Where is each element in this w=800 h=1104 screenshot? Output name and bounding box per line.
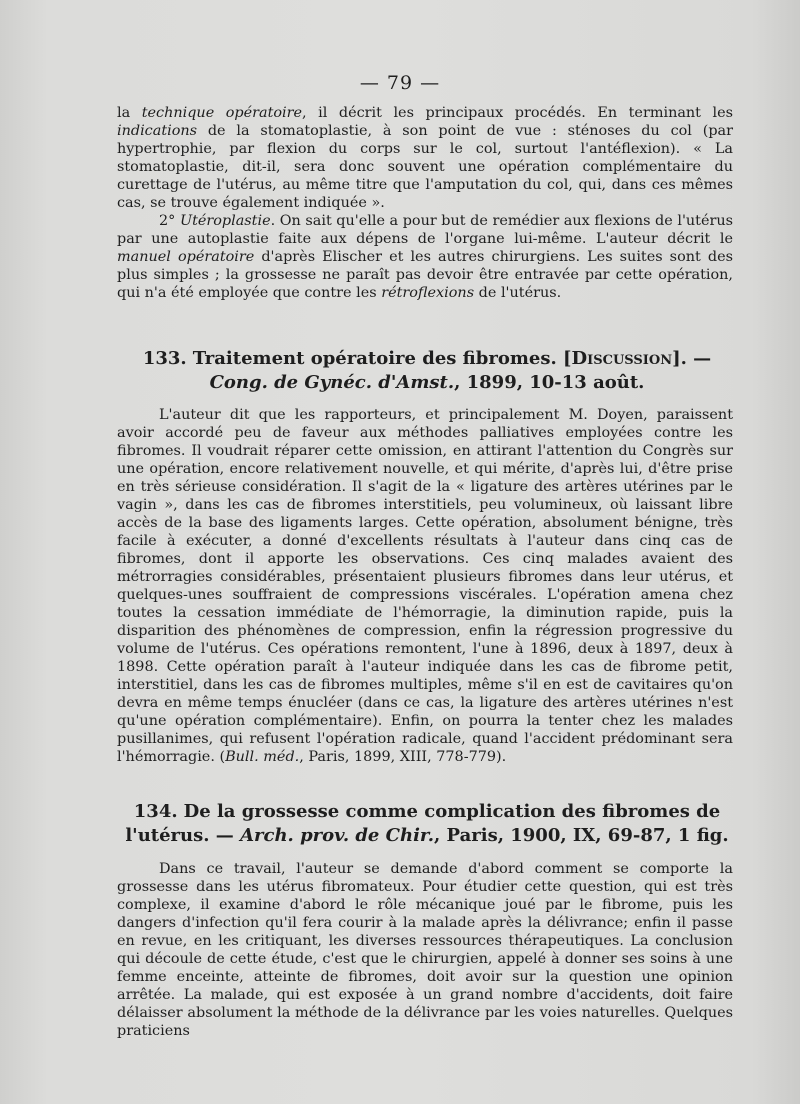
intro-p2-text-b: . On sait qu'elle a pour but de remédier aux flexions de l'utérus par une autoplastie faite aux dépens de l'organe lui-même. L'auteur décrit le: [117, 213, 734, 247]
article-134-body: [117, 860, 733, 1040]
article-133-citation: Bull. méd.: [225, 749, 300, 765]
intro-p1-text-c: de la stomatoplastie, à son point de vue : sténoses du col (par hypertrophie, par flexion du corps sur le col, surtout l'antéflexion). « La stomatoplastie, dit-il, sera donc souvent une opération complémentaire du curettage de l'utérus, au même titre que l'amputation du col, qui, dans ces mêmes cas, se trouve également indiquée ».: [117, 123, 733, 211]
intro-p2-text-a: 2°: [159, 213, 180, 229]
article-134-source-details: , Paris, 1900, IX, 69-87, 1 fig.: [434, 825, 729, 846]
intro-p2-emphasis-1: Utéroplastie: [179, 213, 271, 229]
article-133-source: Cong. de Gynéc. d'Amst.: [209, 372, 455, 393]
intro-p1-text-a: la: [117, 105, 142, 121]
intro-p1-emphasis-1: technique opératoire: [141, 105, 303, 121]
article-134-title: De la grossesse comme complication des fibromes de l'utérus. —: [125, 801, 721, 846]
intro-p2-text-c: d'après Elischer et les autres chirurgiens. Les suites sont des plus simples ; la grossesse ne paraît pas devoir être entravée par cette opération, qui n'a été employée que contre les: [117, 249, 733, 301]
article-133-number: 133.: [142, 348, 187, 369]
article-134-number: 134.: [133, 801, 178, 822]
article-133-text-a: L'auteur dit que les rapporteurs, et principalement M. Doyen, paraissent avoir accordé peu de faveur aux méthodes palliatives employées contre les fibromes. Il voudrait réparer cette omission, en attirant l'attention du Congrès sur une opération, encore relativement nouvelle, et qui mérite, d'après lui, d'être prise en très sérieuse considération. Il s'agit de la « ligature des artères utérines par le vagin », dans les cas de fibromes interstitiels, peu volumineux, où laissant libre accès de la base des ligaments larges. Cette opération, absolument bénigne, très facile à exécuter, a donné d'excellents résultats à l'auteur dans cinq cas de fibromes, dont il apporte les observations. Ces cinq malades avaient des métrorragies considérables, présentaient plusieurs fibromes dans leur utérus, et quelques-unes souffraient de compressions viscérales. L'opération amena chez toutes la cessation immédiate de l'hémorragie, la diminution rapide, puis la disparition des phénomènes de compression, enfin la régression progressive du volume de l'utérus. Ces opérations remontent, l'une à 1896, deux à 1897, deux à 1898. Cette opération paraît à l'auteur indiquée dans les cas de fibrome petit, interstitiel, dans les cas de fibromes multiples, même s'il en est de cavitaires qu'on devra en même temps énucléer (dans ce cas, la ligature des artères utérines n'est qu'une opération complémentaire). Enfin, on pourra la tenter chez les malades pusillanimes, qui refusent l'opération radicale, quand l'accident prédominant sera l'hémorragie. (: [117, 407, 733, 765]
article-134-source: Arch. prov. de Chir.: [240, 825, 435, 846]
article-133-title-end: ]. —: [672, 348, 712, 369]
article-133-paragraph: [117, 406, 733, 766]
page-number: — 79 —: [359, 72, 441, 94]
article-133-source-details: , 1899, 10-13 août.: [454, 372, 645, 393]
article-133-title: Traitement opératoire des fibromes. [: [192, 348, 572, 369]
intro-paragraph-2: [117, 212, 733, 302]
intro-block: [117, 104, 733, 302]
intro-p1-text-b: , il décrit les principaux procédés. En terminant les: [302, 105, 733, 121]
intro-p2-emphasis-2: manuel opératoire: [117, 249, 255, 265]
article-134-heading: [117, 800, 737, 848]
intro-p2-emphasis-3: rétroflexions: [381, 285, 475, 301]
article-134-paragraph: Dans ce travail, l'auteur se demande d'abord comment se comporte la grossesse dans les utérus fibromateux. Pour étudier cette question, qui est très complexe, il examine d'abord le rôle mécanique joué par le fibrome, puis les dangers d'infection qu'il fera courir à la malade après la délivrance; enfin il passe en revue, en les critiquant, les diverses ressources thérapeutiques. La conclusion qui découle de cette étude, c'est que le chirurgien, appelé à donner ses soins à une femme enceinte, atteinte de fibromes, doit avoir sur la question une opinion arrêtée. La malade, qui est exposée à un grand nombre d'accidents, doit faire délaisser absolument la méthode de la délivrance par les voies naturelles. Quelques praticiens: [117, 861, 733, 1039]
intro-p1-emphasis-2: indications: [117, 123, 198, 139]
intro-paragraph-1: [117, 104, 733, 212]
intro-p2-text-d: de l'utérus.: [474, 285, 562, 301]
article-133-heading: [117, 347, 737, 395]
article-133-tag: Discussion: [571, 348, 673, 369]
article-133-text-b: , Paris, 1899, XIII, 778-779).: [299, 749, 507, 765]
article-133-body: [117, 406, 733, 766]
